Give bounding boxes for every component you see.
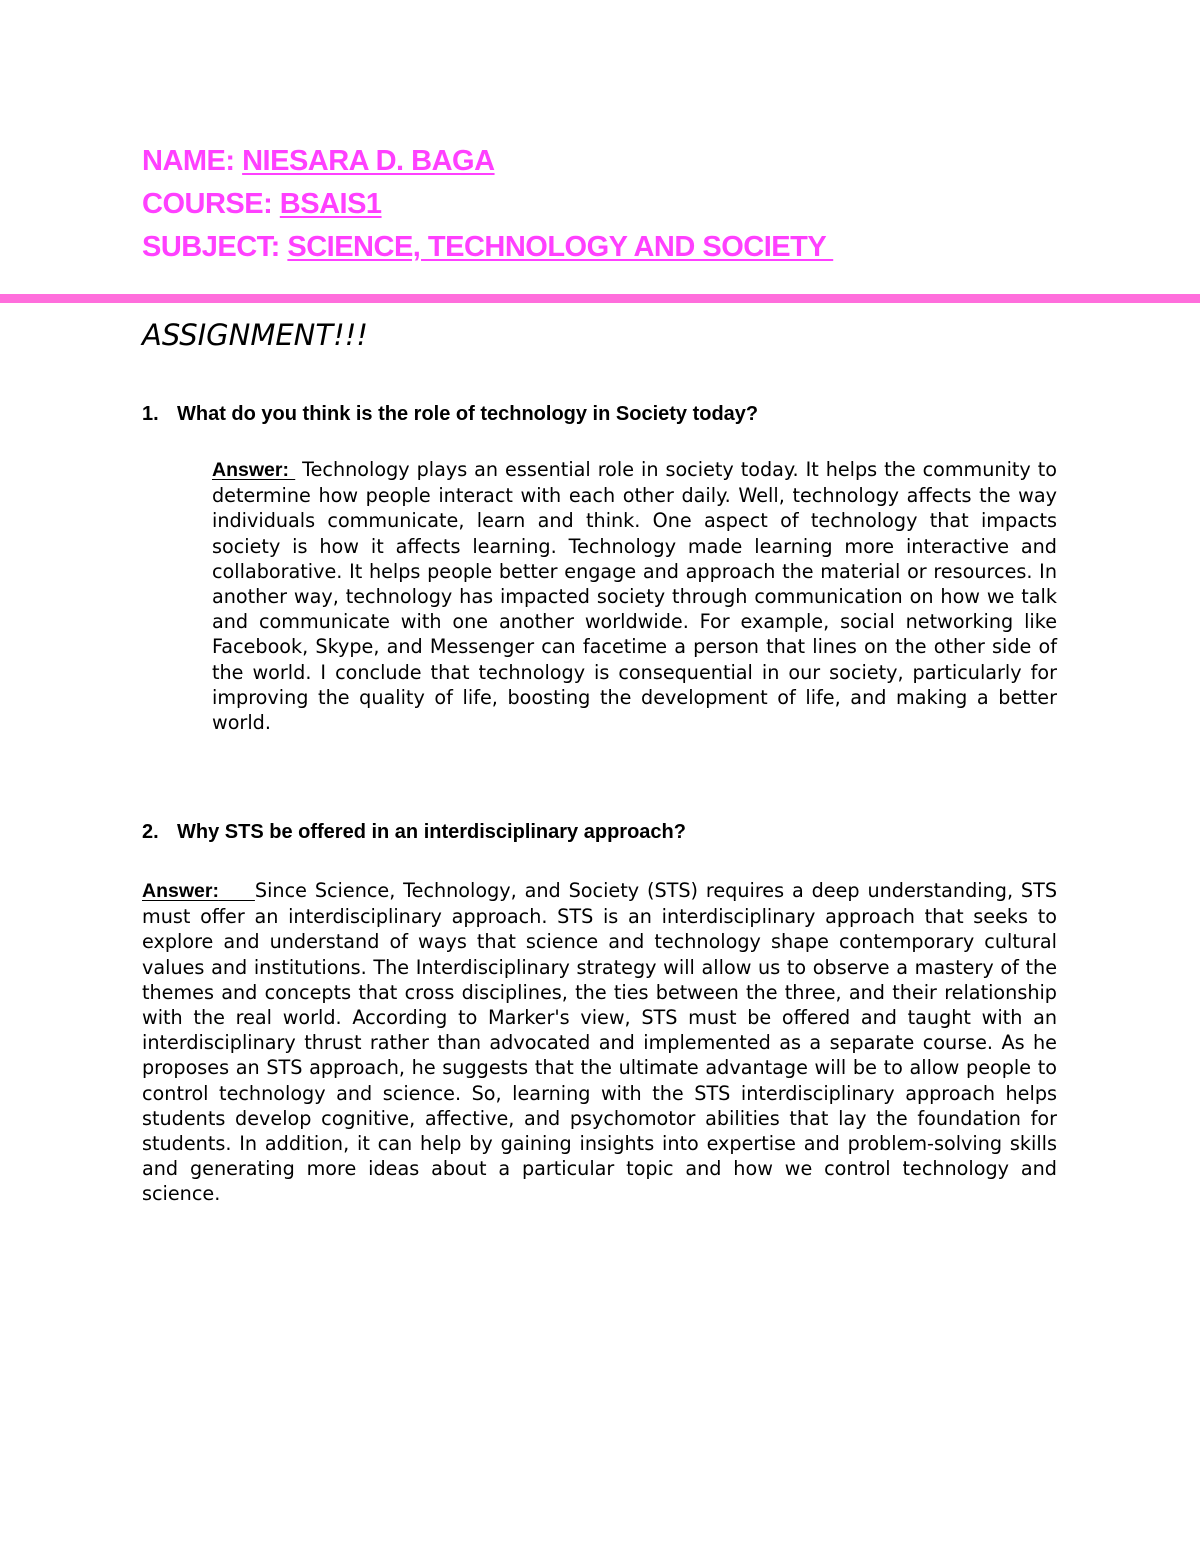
question-2 [142, 819, 686, 845]
answer-2-label: Answer: [142, 880, 219, 902]
answer-1-label: Answer: [212, 459, 296, 481]
question-1-number: 1. [142, 403, 159, 425]
question-1 [142, 401, 758, 427]
subject-label: SUBJECT: [142, 231, 280, 263]
name-label: NAME: [142, 145, 235, 177]
subject-value: SCIENCE, TECHNOLOGY AND SOCIETY [287, 231, 834, 263]
answer-2 [142, 878, 1057, 1207]
student-header [142, 140, 833, 269]
header-divider [0, 294, 1200, 303]
answer-1-text: Technology plays an essential role in society today. It helps the community to determine how people interact with each other daily. Well, technology affects the way individuals communicate, learn and think. One aspect of technology that impacts society is how it affects learning. Technology made learning more interactive and collaborative. It helps people better engage and approach the material or resources. In another way, technology has impacted society through communication on how we talk and communicate with one another worldwide. For example, social networking like Facebook, Skype, and Messenger can facetime a person that lines on the other side of the world. I conclude that technology is consequential in our society, particularly for improving the quality of life, boosting the development of life, and making a better world. [212, 458, 1057, 735]
course-row [142, 183, 833, 226]
course-label: COURSE: [142, 188, 273, 220]
name-row [142, 140, 833, 183]
answer-2-text: Since Science, Technology, and Society (STS) requires a deep understanding, STS must offer an interdisciplinary approach. STS is an interdisciplinary approach that seeks to explore and understand of ways that science and technology shape contemporary cultural values and institutions. The Interdisciplinary strategy will allow us to observe a mastery of the themes and concepts that cross disciplines, the ties between the three, and their relationship with the real world. According to Marker's view, STS must be offered and taught with an interdisciplinary thrust rather than advocated and implemented as a separate course. As he proposes an STS approach, he suggests that the ultimate advantage will be to allow people to control technology and science. So, learning with the STS interdisciplinary approach helps students develop cognitive, affective, and psychomotor abilities that lay the foundation for students. In addition, it can help by gaining insights into expertise and problem-solving skills and generating more ideas about a particular topic and how we control technology and science. [142, 879, 1057, 1206]
subject-row [142, 226, 833, 269]
question-2-number: 2. [142, 821, 159, 843]
course-value: BSAIS1 [279, 188, 382, 220]
answer-1 [212, 457, 1057, 735]
question-2-text: Why STS be offered in an interdisciplinary approach? [177, 821, 686, 843]
name-value: NIESARA D. BAGA [242, 145, 495, 177]
assignment-title: ASSIGNMENT!!! [142, 318, 368, 352]
answer-2-label-underline-gap [219, 880, 255, 902]
question-1-text: What do you think is the role of technology in Society today? [177, 403, 759, 425]
